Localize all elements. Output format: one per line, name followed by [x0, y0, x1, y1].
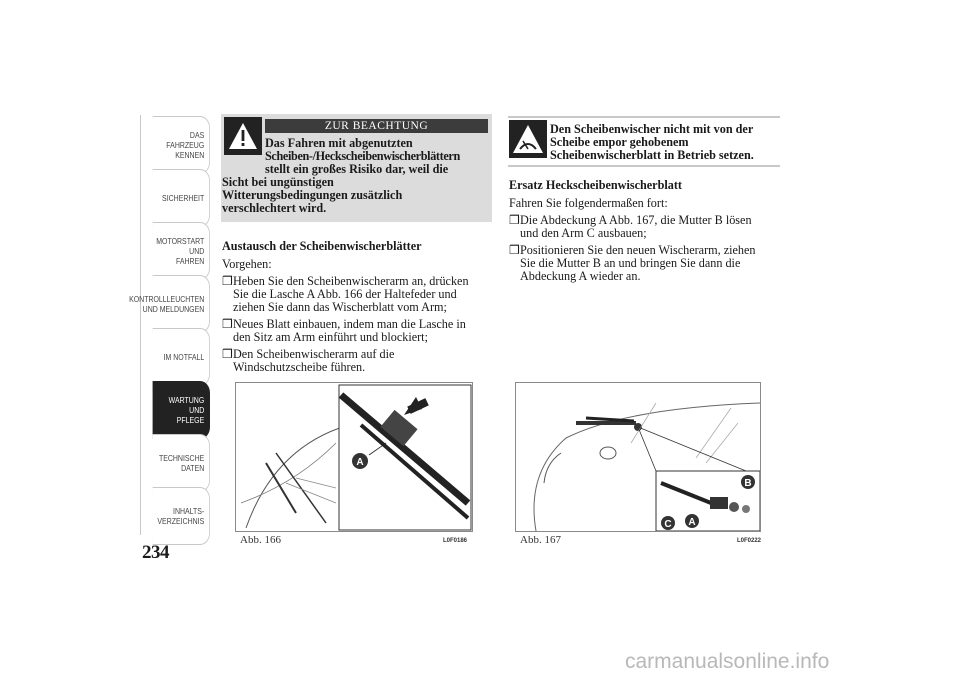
intro-fahren: Fahren Sie folgendermaßen fort: — [509, 196, 668, 210]
tab-wartung-und-pflege[interactable] — [153, 381, 210, 439]
bullet-glyph: ❒ — [222, 317, 233, 331]
tab-label: WARTUNG UND PFLEGE — [168, 395, 205, 425]
note-bottom-rule — [508, 165, 780, 167]
figure-167-label-b: B — [744, 478, 752, 489]
figure-166-caption: Abb. 166 — [240, 534, 281, 546]
tab-label: KONTROLLLEUCHTEN UND MELDUNGEN — [129, 294, 205, 314]
tab-motorstart-und-fahren[interactable] — [153, 222, 210, 280]
heading-austausch: Austausch der Scheibenwischerblätter — [222, 239, 422, 253]
note-line-2: Scheibe empor gehobenem — [550, 135, 689, 149]
figure-167-caption: Abb. 167 — [520, 534, 561, 546]
tab-sicherheit[interactable] — [153, 169, 210, 227]
left-bullet-1-line-2: Sie die Lasche A Abb. 166 der Haltefeder und — [233, 287, 457, 301]
right-bullet-2-line-1: Positionieren Sie den neuen Wischerarm, ziehen — [520, 243, 756, 257]
tab-im-notfall[interactable] — [153, 328, 210, 386]
wiper-warning-icon — [509, 120, 547, 158]
right-bullet-2-line-2: Sie die Mutter B an und bringen Sie dann die — [520, 256, 741, 270]
left-bullet-3-line-2: Windschutzscheibe führen. — [233, 360, 366, 374]
warning-line-2: Scheiben-/Heckscheibenwischerblättern — [265, 149, 460, 163]
page-number: 234 — [142, 542, 169, 563]
tab-label: MOTORSTART UND FAHREN — [156, 236, 205, 266]
right-bullet-1-line-2: und den Arm C ausbauen; — [520, 226, 647, 240]
note-line-3: Scheibenwischerblatt in Betrieb setzen. — [550, 148, 754, 162]
note-line-1: Den Scheibenwischer nicht mit von der — [550, 122, 754, 136]
warning-line-1: Das Fahren mit abgenutzten — [265, 136, 413, 150]
figure-167 — [515, 382, 761, 532]
intro-vorgehen: Vorgehen: — [222, 257, 272, 271]
warning-title: ZUR BEACHTUNG — [265, 119, 488, 133]
figure-167-code: L0F0222 — [737, 538, 762, 544]
tab-label: SICHERHEIT — [162, 193, 205, 203]
left-bullet-2-line-1: Neues Blatt einbauen, indem man die Lasche in — [233, 317, 466, 331]
right-bullet-2-line-3: Abdeckung A wieder an. — [520, 269, 641, 283]
bullet-glyph: ❒ — [222, 347, 233, 361]
tab-label: TECHNISCHE DATEN — [158, 453, 205, 473]
tab-label: IM NOTFALL — [163, 352, 205, 362]
tab-das-fahrzeug-kennen[interactable] — [153, 116, 210, 174]
note-top-rule — [508, 116, 780, 118]
warning-line-3: stellt ein großes Risiko dar, weil die — [265, 162, 449, 176]
left-bullet-1-line-3: ziehen Sie dann das Wischerblatt vom Arm; — [233, 300, 447, 314]
warning-line-5: Witterungsbedingungen zusätzlich — [222, 188, 403, 202]
left-bullet-2-line-2: den Sitz am Arm einführt und blockiert; — [233, 330, 428, 344]
heading-ersatz: Ersatz Heckscheibenwischerblatt — [509, 178, 682, 192]
warning-line-6: verschlechtert wird. — [222, 201, 327, 215]
bullet-glyph: ❒ — [509, 243, 520, 257]
wiper-blade-illustration — [236, 383, 472, 531]
bullet-glyph: ❒ — [509, 213, 520, 227]
left-bullet-1-line-1: Heben Sie den Scheibenwischerarm an, drücken — [233, 274, 469, 288]
sidebar-divider — [140, 115, 141, 535]
tab-technische-daten[interactable] — [153, 434, 210, 492]
tab-label: INHALTS- VERZEICHNIS — [157, 506, 205, 526]
figure-167-label-c: C — [664, 519, 672, 530]
tab-kontrollleuchten[interactable] — [129, 275, 210, 333]
tab-label: DAS FAHRZEUG KENNEN — [166, 130, 205, 160]
figure-166-label-a: A — [356, 457, 364, 468]
warning-line-4: Sicht bei ungünstigen — [222, 175, 334, 189]
right-bullet-1-line-1: Die Abdeckung A Abb. 167, die Mutter B lösen — [520, 213, 752, 227]
warning-triangle-icon — [224, 117, 262, 155]
figure-166 — [235, 382, 473, 532]
figure-167-label-a: A — [688, 517, 696, 528]
rear-wiper-illustration — [516, 383, 760, 531]
figure-166-code: L0F0186 — [443, 538, 468, 544]
watermark: carmanualsonline.info — [625, 650, 830, 673]
bullet-glyph: ❒ — [222, 274, 233, 288]
left-bullet-3-line-1: Den Scheibenwischerarm auf die — [233, 347, 395, 361]
tab-inhaltsverzeichnis[interactable] — [153, 487, 210, 545]
